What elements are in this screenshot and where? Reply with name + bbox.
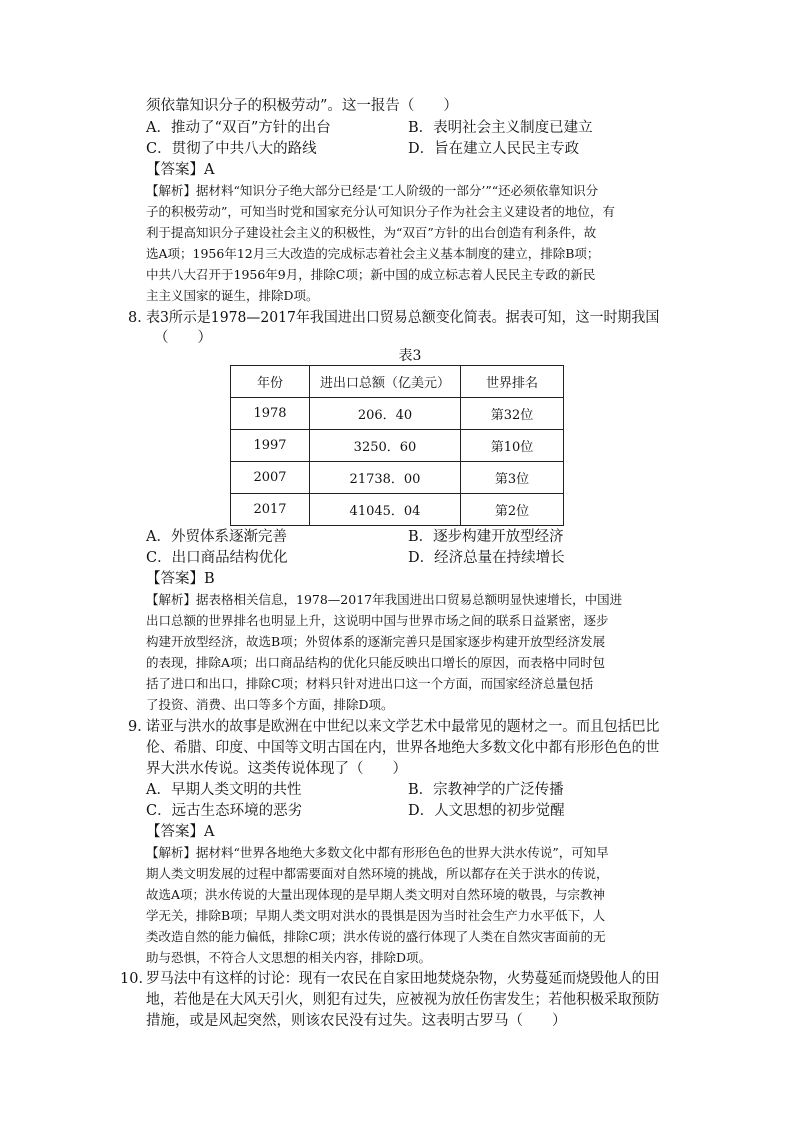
q9-stem-line: 诺亚与洪水的故事是欧洲在中世纪以来文学艺术中最常见的题材之一。而且包括巴比: [146, 719, 660, 735]
q9-option-a[interactable]: A．早期人类文明的共性: [146, 782, 302, 798]
q7-analysis-line: 主主义国家的诞生，排除D项。: [146, 288, 319, 303]
table-cell: 3250．60: [310, 430, 461, 462]
q8-analysis-line: 的表现，排除A项；出口商品结构的优化只能反映出口增长的原因，而表格中同时包: [146, 655, 606, 670]
q7-analysis-line: 【解析】据材料“知识分子绝大部分已经是‘工人阶级的一部分’”“还必须依靠知识分: [146, 183, 599, 198]
q7-analysis-line: 子的积极劳动”，可知当时党和国家充分认可知识分子作为社会主义建设者的地位，有: [146, 204, 615, 219]
q9-analysis-line: 助与恐惧，不符合人文思想的相关内容，排除D项。: [146, 950, 432, 965]
q8-stem-line: （ ）: [154, 330, 212, 346]
q10-number: 10．: [120, 971, 153, 987]
q8-stem-line: 表3所示是1978—2017年我国进出口贸易总额变化简表。据表可知，这一时期我国: [146, 310, 660, 326]
q8-option-a[interactable]: A．外贸体系逐渐完善: [146, 529, 287, 545]
q8-analysis-line: 【解析】据表格相关信息，1978—2017年我国进出口贸易总额明显快速增长，中国进: [146, 592, 623, 607]
table-cell: 21738．00: [310, 462, 461, 494]
table-title: 表3: [398, 348, 422, 364]
q8-analysis-line: 构建开放型经济，故选B项；外贸体系的逐渐完善只是国家逐步构建开放型经济发展: [146, 634, 606, 649]
table-cell: 2007: [231, 462, 310, 494]
q9-answer: 【答案】A: [146, 824, 215, 840]
q7-analysis-line: 选A项；1956年12月三大改造的完成标志着社会主义基本制度的建立，排除B项；: [146, 246, 600, 261]
q9-analysis-line: 类改造自然的能力偏低，排除C项；洪水传说的盛行体现了人类在自然灾害面前的无: [146, 929, 606, 944]
q8-option-d[interactable]: D．经济总量在持续增长: [408, 550, 565, 566]
q7-analysis-line: 中共八大召开于1956年9月，排除C项；新中国的成立标志着人民民主专政的新民: [146, 267, 596, 282]
q7-stem-tail: 须依靠知识分子的积极劳动”。这一报告（ ）: [146, 98, 458, 114]
q8-analysis-line: 括了进口和出口，排除C项；材料只针对进出口这一个方面，而国家经济总量包括: [146, 676, 594, 691]
q9-number: 9．: [128, 719, 152, 735]
table-cell: 41045．04: [310, 494, 461, 526]
q7-option-b[interactable]: B．表明社会主义制度已建立: [408, 120, 593, 136]
q9-stem-line: 界大洪水传说。这类传说体现了（ ）: [146, 761, 407, 777]
q10-stem-line: 地，若他是在大风天引火，则犯有过失，应被视为放任伤害发生；若他积极采取预防: [146, 992, 660, 1008]
table-cell: 第32位: [461, 398, 564, 430]
table-cell: 1997: [231, 430, 310, 462]
table-header-cell: 世界排名: [461, 366, 564, 398]
q9-option-d[interactable]: D．人文思想的初步觉醒: [408, 803, 565, 819]
table-row: [231, 398, 564, 430]
table-row: [231, 494, 564, 526]
q8-answer: 【答案】B: [146, 571, 215, 587]
table-cell: 206．40: [310, 398, 461, 430]
table-header-row: [231, 366, 564, 398]
table-cell: 第10位: [461, 430, 564, 462]
q9-analysis-line: 【解析】据材料“世界各地绝大多数文化中都有形形色色的世界大洪水传说”，可知早: [146, 845, 609, 860]
trade-table: [230, 365, 564, 526]
table-row: [231, 430, 564, 462]
q7-option-d[interactable]: D．旨在建立人民民主专政: [408, 141, 580, 157]
q7-option-a[interactable]: A．推动了“双百”方针的出台: [146, 120, 331, 136]
table-cell: 第3位: [461, 462, 564, 494]
q8-analysis-line: 出口总额的世界排名也明显上升，这说明中国与世界市场之间的联系日益紧密，逐步: [146, 613, 609, 628]
q9-option-c[interactable]: C．远古生态环境的恶劣: [146, 803, 303, 819]
q8-option-c[interactable]: C．出口商品结构优化: [146, 550, 288, 566]
q9-option-b[interactable]: B．宗教神学的广泛传播: [408, 782, 564, 798]
table-row: [231, 462, 564, 494]
q7-option-c[interactable]: C．贯彻了中共八大的路线: [146, 141, 317, 157]
table-cell: 2017: [231, 494, 310, 526]
q9-analysis-line: 故选A项；洪水传说的大量出现体现的是早期人类文明对自然环境的敬畏，与宗教神: [146, 887, 606, 902]
table-header-cell: 年份: [231, 366, 310, 398]
q10-stem-line: 罗马法中有这样的讨论：现有一农民在自家田地焚烧杂物，火势蔓延而烧毁他人的田: [146, 971, 660, 987]
q7-analysis-line: 利于提高知识分子建设社会主义的积极性，为“双百”方针的出台创造有利条件，故: [146, 225, 597, 240]
table-cell: 第2位: [461, 494, 564, 526]
q7-answer: 【答案】A: [146, 162, 215, 178]
table-header-cell: 进出口总额（亿美元）: [310, 366, 461, 398]
q9-analysis-line: 学无关，排除B项；早期人类文明对洪水的畏惧是因为当时社会生产力水平低下，人: [146, 908, 606, 923]
q8-option-b[interactable]: B．逐步构建开放型经济: [408, 529, 564, 545]
q9-stem-line: 伦、希腊、印度、中国等文明古国在内，世界各地绝大多数文化中都有形形色色的世: [146, 740, 660, 756]
q10-stem-line: 措施，或是风起突然，则该农民没有过失。这表明古罗马（ ）: [146, 1013, 567, 1029]
q9-analysis-line: 期人类文明发展的过程中都需要面对自然环境的挑战，所以都存在关于洪水的传说，: [146, 866, 609, 881]
table-cell: 1978: [231, 398, 310, 430]
q8-analysis-line: 了投资、消费、出口等多个方面，排除D项。: [146, 697, 394, 712]
q8-number: 8．: [128, 310, 152, 326]
